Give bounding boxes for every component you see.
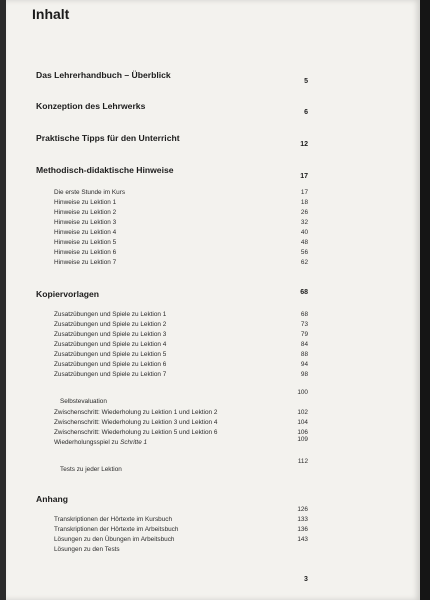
toc-entry: Hinweise zu Lektion 7 62 [54, 259, 308, 266]
section-page: 12 [300, 141, 308, 148]
toc-entry: Die erste Stunde im Kurs 17 [54, 189, 308, 196]
toc-entry: Zusatzübungen und Spiele zu Lektion 1 68 [54, 311, 308, 318]
section-title: Anhang [36, 494, 68, 504]
section-title: Kopiervorlagen [36, 289, 100, 299]
section-title: Konzeption des Lehrwerks [36, 101, 146, 111]
toc-entry: Zusatzübungen und Spiele zu Lektion 7 98 [54, 371, 308, 378]
toc-entry-tests: Tests zu jeder Lektion [60, 466, 122, 473]
toc-entry: Zwischenschritt: Wiederholung zu Lektion 3 und Lektion 4 104 [54, 419, 308, 426]
page-heading: Inhalt [32, 6, 70, 22]
section-title: Das Lehrerhandbuch – Überblick [36, 70, 171, 80]
section-title: Praktische Tipps für den Unterricht [36, 133, 180, 143]
toc-entry-anhang-first-page: 126 [297, 506, 308, 513]
section-page: 6 [304, 109, 308, 116]
toc-entry: Hinweise zu Lektion 6 56 [54, 249, 308, 256]
toc-entry: Zwischenschritt: Wiederholung zu Lektion 5 und Lektion 6 106 [54, 429, 308, 436]
document-page [6, 0, 420, 600]
toc-entry: Lösungen zu den Tests [54, 546, 120, 553]
toc-entry: Zusatzübungen und Spiele zu Lektion 5 88 [54, 351, 308, 358]
toc-entry: Hinweise zu Lektion 3 32 [54, 219, 308, 226]
toc-entry: Wiederholungsspiel zu Schritte 1 109 [54, 436, 308, 446]
toc-entry: Lösungen zu den Übungen im Arbeitsbuch 143 [54, 536, 308, 543]
toc-entry: Transkriptionen der Hörtexte im Arbeitsbuch 136 [54, 526, 308, 533]
toc-entry: Hinweise zu Lektion 2 26 [54, 209, 308, 216]
toc-entry: Zusatzübungen und Spiele zu Lektion 4 84 [54, 341, 308, 348]
toc-entry: Zusatzübungen und Spiele zu Lektion 3 79 [54, 331, 308, 338]
section-page: 17 [300, 173, 308, 180]
background-edge [420, 0, 430, 600]
section-page: 5 [304, 78, 308, 85]
toc-entry: Zusatzübungen und Spiele zu Lektion 6 94 [54, 361, 308, 368]
section-page: 68 [300, 289, 308, 296]
toc-entry: Hinweise zu Lektion 5 48 [54, 239, 308, 246]
toc-entry-selbstevaluation: Selbstevaluation [60, 398, 107, 405]
toc-entry: Zusatzübungen und Spiele zu Lektion 2 73 [54, 321, 308, 328]
toc-entry-tests-page: 112 [297, 458, 308, 465]
toc-entry-selbstevaluation-page: 100 [297, 389, 308, 396]
toc-entry: Hinweise zu Lektion 4 40 [54, 229, 308, 236]
toc-entry: Transkriptionen der Hörtexte im Kursbuch 133 [54, 516, 308, 523]
toc-entry: Zwischenschritt: Wiederholung zu Lektion 1 und Lektion 2 102 [54, 409, 308, 416]
page-number: 3 [304, 576, 308, 583]
section-title: Methodisch-didaktische Hinweise [36, 165, 174, 175]
toc-entry: Hinweise zu Lektion 1 18 [54, 199, 308, 206]
